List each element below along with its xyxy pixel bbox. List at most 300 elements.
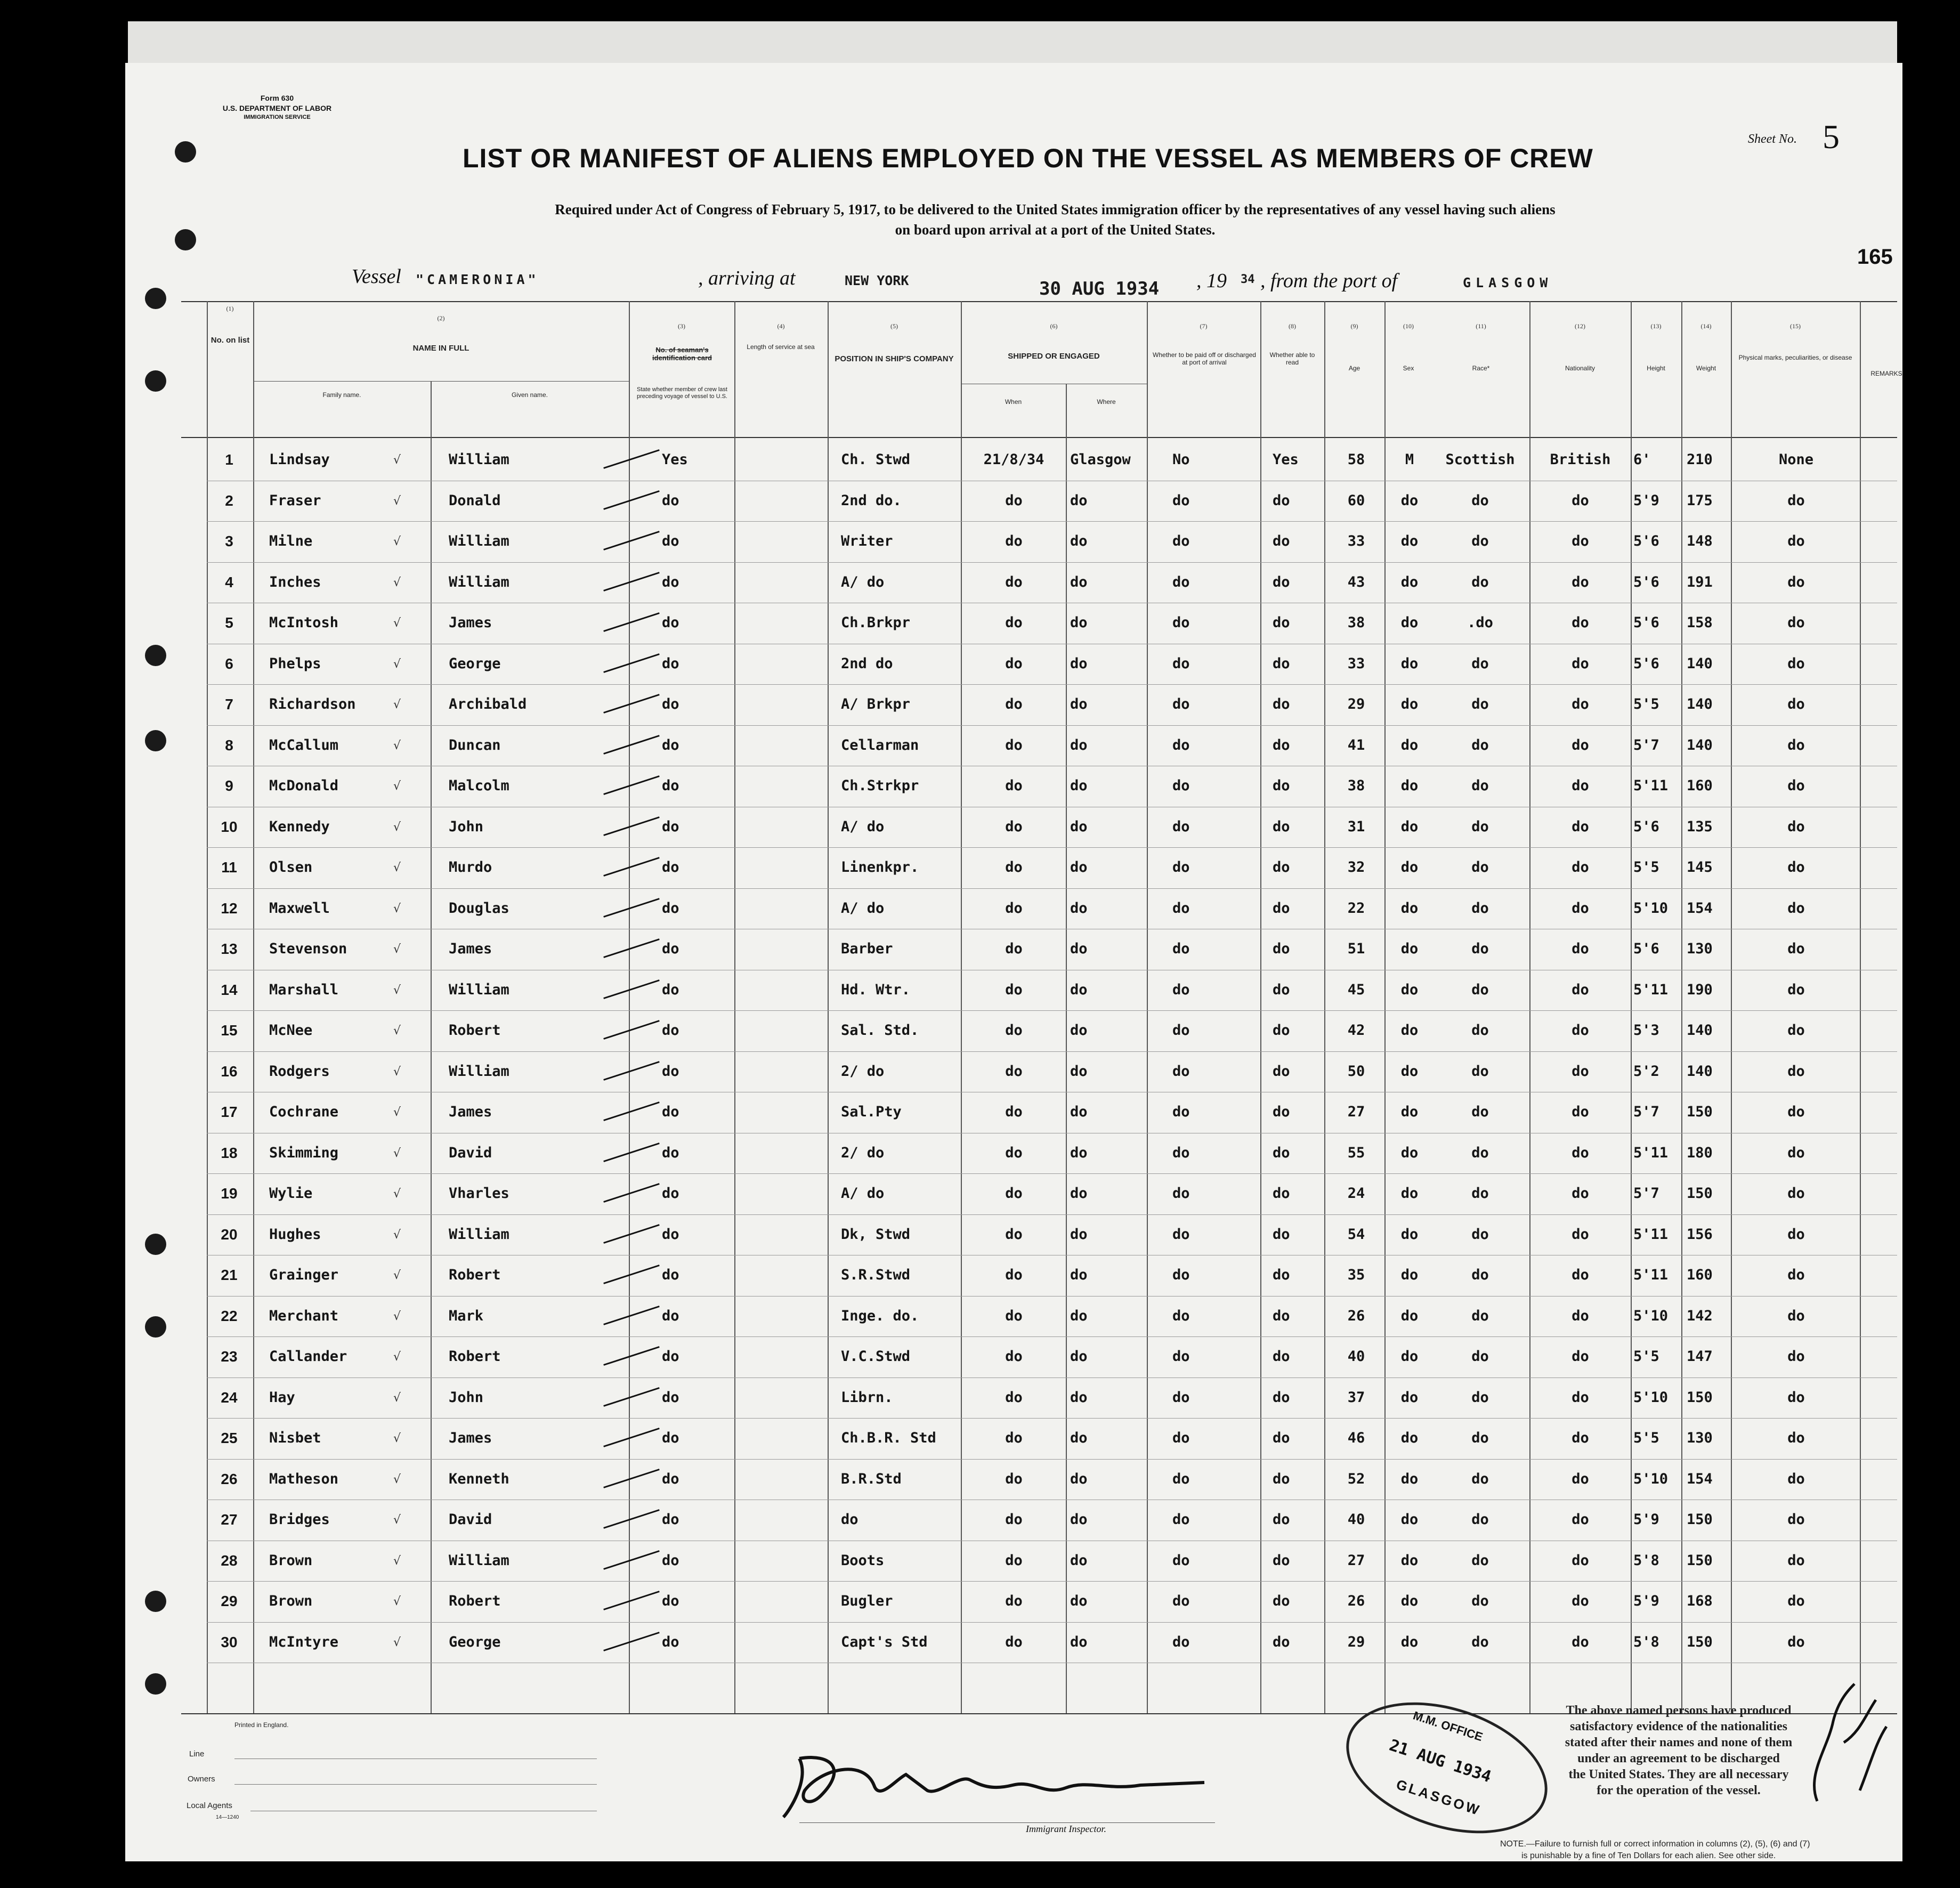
note-line: is punishable by a fine of Ten Dollars for each alien. See other side. <box>1521 1851 1776 1860</box>
check-mark-icon: √ <box>393 535 401 548</box>
cell-race: do <box>1471 1267 1489 1283</box>
cell-given: Robert <box>449 1593 501 1609</box>
cell-sex: do <box>1400 1104 1419 1120</box>
cell-paid: do <box>1172 533 1190 549</box>
col-header-no: No. on list <box>210 336 250 345</box>
cell-paid: do <box>1172 1104 1190 1120</box>
check-mark-icon: √ <box>393 1310 401 1323</box>
table-header-rule <box>181 437 1897 438</box>
col-num: (14) <box>1700 322 1712 330</box>
col-num: (3) <box>678 322 685 330</box>
cell-age: 24 <box>1347 1185 1365 1202</box>
cell-weight: 190 <box>1687 982 1713 998</box>
cell-position: 2/ do <box>841 1145 885 1161</box>
cell-nationality: do <box>1572 1634 1589 1650</box>
row-rule <box>207 1214 1897 1215</box>
cell-member: do <box>662 1511 679 1528</box>
owners-label: Owners <box>188 1774 215 1784</box>
col-num: (8) <box>1289 322 1296 330</box>
cell-position: A/ do <box>841 574 885 590</box>
cell-member: do <box>662 1593 679 1609</box>
cell-height: 5'11 <box>1633 1226 1669 1243</box>
row-rule <box>207 1010 1897 1011</box>
cell-paid: do <box>1172 1348 1190 1365</box>
col-rule <box>1066 384 1067 1713</box>
cell-member: do <box>662 1267 679 1283</box>
cell-position: 2/ do <box>841 1063 885 1080</box>
cell-position: Bugler <box>841 1593 893 1609</box>
col-num: (15) <box>1790 322 1801 330</box>
cell-no: 24 <box>221 1389 238 1406</box>
row-rule <box>207 1581 1897 1582</box>
arriving-label: , arriving at <box>698 267 796 289</box>
col-rule <box>1860 301 1861 1713</box>
row-rule <box>207 684 1897 685</box>
cell-paid: do <box>1172 1267 1190 1283</box>
cell-family: Matheson <box>269 1471 339 1487</box>
cell-marks: do <box>1787 1185 1805 1202</box>
cell-race: do <box>1471 1022 1489 1039</box>
cell-member: do <box>662 1430 679 1446</box>
cell-race: do <box>1471 1063 1489 1080</box>
cell-where: do <box>1070 1471 1088 1487</box>
cell-position: A/ do <box>841 900 885 917</box>
cell-when: do <box>1005 1471 1023 1487</box>
row-rule <box>207 1622 1897 1623</box>
cell-where: do <box>1070 777 1088 794</box>
cell-race: do <box>1471 1593 1489 1609</box>
cell-height: 5'5 <box>1633 1430 1659 1446</box>
cell-read: do <box>1273 1267 1290 1283</box>
cell-member: do <box>662 492 679 509</box>
col-num: (2) <box>437 314 445 322</box>
cell-marks: do <box>1787 492 1805 509</box>
cell-member: do <box>662 819 679 835</box>
cell-marks: do <box>1787 1226 1805 1243</box>
cell-no: 18 <box>221 1145 238 1161</box>
cell-no: 17 <box>221 1104 238 1120</box>
cell-weight: 150 <box>1687 1185 1713 1202</box>
check-mark-icon: √ <box>393 1513 401 1527</box>
cell-no: 3 <box>225 533 233 549</box>
cell-height: 5'5 <box>1633 1348 1659 1365</box>
cell-member: do <box>662 777 679 794</box>
col-rule <box>253 301 254 1713</box>
cell-given: John <box>449 819 484 835</box>
cell-no: 8 <box>225 737 233 753</box>
col-rule <box>1529 301 1530 1713</box>
cell-nationality: do <box>1572 492 1589 509</box>
col-rule <box>629 301 630 1713</box>
cell-age: 29 <box>1347 696 1365 712</box>
cell-paid: do <box>1172 492 1190 509</box>
cell-weight: 150 <box>1687 1634 1713 1650</box>
cell-no: 12 <box>221 900 238 917</box>
col-rule <box>1260 301 1261 1713</box>
cell-nationality: do <box>1572 614 1589 631</box>
cell-position: Ch.Strkpr <box>841 777 919 794</box>
cell-marks: do <box>1787 655 1805 672</box>
cell-where: do <box>1070 533 1088 549</box>
cell-when: do <box>1005 859 1023 876</box>
cell-family: Marshall <box>269 982 339 998</box>
cell-nationality: do <box>1572 777 1589 794</box>
cell-no: 15 <box>221 1022 238 1039</box>
punch-hole <box>145 288 166 309</box>
cell-height: 5'11 <box>1633 982 1669 998</box>
cell-sex: do <box>1400 1348 1419 1365</box>
cell-nationality: do <box>1572 1185 1589 1202</box>
form-code: 14—1240 <box>216 1814 239 1820</box>
check-mark-icon: √ <box>393 1432 401 1445</box>
cell-no: 10 <box>221 819 238 835</box>
cell-family: Cochrane <box>269 1104 339 1120</box>
cell-given: Robert <box>449 1267 501 1283</box>
cell-given: James <box>449 1430 492 1446</box>
cell-given: Kenneth <box>449 1471 509 1487</box>
cell-no: 2 <box>225 492 233 509</box>
cell-marks: do <box>1787 982 1805 998</box>
col-header-given: Given name. <box>511 391 548 399</box>
punch-hole <box>145 1673 166 1695</box>
cell-race: do <box>1471 1471 1489 1487</box>
cell-family: Maxwell <box>269 900 330 917</box>
cell-family: Olsen <box>269 859 313 876</box>
cell-nationality: do <box>1572 696 1589 712</box>
cell-member: do <box>662 1348 679 1365</box>
cell-no: 30 <box>221 1634 238 1650</box>
cell-member: Yes <box>662 451 688 468</box>
cell-family: Fraser <box>269 492 321 509</box>
cell-race: do <box>1471 533 1489 549</box>
cell-sex: do <box>1400 1267 1419 1283</box>
cell-family: Stevenson <box>269 941 347 957</box>
col-header-remarks: REMARKS <box>1870 370 1902 377</box>
cell-marks: do <box>1787 737 1805 753</box>
cell-nationality: do <box>1572 1430 1589 1446</box>
year-value: 34 <box>1241 273 1255 286</box>
master-signature <box>1796 1668 1892 1806</box>
cell-age: 27 <box>1347 1104 1365 1120</box>
cell-nationality: do <box>1572 1022 1589 1039</box>
cell-read: do <box>1273 1063 1290 1080</box>
cell-height: 5'6 <box>1633 574 1659 590</box>
cell-nationality: do <box>1572 1104 1589 1120</box>
cell-given: Douglas <box>449 900 509 917</box>
cell-height: 5'8 <box>1633 1552 1659 1569</box>
cell-position: Librn. <box>841 1389 893 1406</box>
check-mark-icon: √ <box>393 739 401 752</box>
cell-when: do <box>1005 737 1023 753</box>
cell-no: 9 <box>225 777 233 794</box>
cell-read: do <box>1273 982 1290 998</box>
cell-weight: 175 <box>1687 492 1713 509</box>
col-num: (1) <box>226 305 234 312</box>
arriving-port: NEW YORK <box>845 273 909 288</box>
cell-race: do <box>1471 1552 1489 1569</box>
cell-where: do <box>1070 1185 1088 1202</box>
cell-where: do <box>1070 1145 1088 1161</box>
cell-age: 35 <box>1347 1267 1365 1283</box>
cell-nationality: do <box>1572 655 1589 672</box>
cell-height: 5'10 <box>1633 1389 1669 1406</box>
col-header-paid-off: Whether to be paid off or discharged at port of arrival <box>1153 351 1256 366</box>
cell-member: do <box>662 1552 679 1569</box>
cell-where: do <box>1070 1348 1088 1365</box>
cell-no: 1 <box>225 451 233 468</box>
cell-where: do <box>1070 1022 1088 1039</box>
cell-where: do <box>1070 1063 1088 1080</box>
cell-member: do <box>662 900 679 917</box>
cell-weight: 160 <box>1687 1267 1713 1283</box>
cell-where: do <box>1070 982 1088 998</box>
cell-weight: 160 <box>1687 777 1713 794</box>
cell-weight: 130 <box>1687 1430 1713 1446</box>
cell-race: do <box>1471 737 1489 753</box>
cell-sex: do <box>1400 1308 1419 1324</box>
cell-when: do <box>1005 574 1023 590</box>
form-header <box>197 93 357 121</box>
cell-position: A/ do <box>841 819 885 835</box>
cell-sex: do <box>1400 1389 1419 1406</box>
cell-where: do <box>1070 1634 1088 1650</box>
cell-when: do <box>1005 1104 1023 1120</box>
cell-when: do <box>1005 1593 1023 1609</box>
col-num: (9) <box>1350 322 1358 330</box>
cell-given: Robert <box>449 1022 501 1039</box>
cell-weight: 154 <box>1687 900 1713 917</box>
cell-sex: do <box>1400 777 1419 794</box>
cell-position: Inge. do. <box>841 1308 919 1324</box>
cell-read: do <box>1273 1471 1290 1487</box>
cell-weight: 150 <box>1687 1552 1713 1569</box>
punch-hole <box>145 1316 166 1338</box>
cell-member: do <box>662 982 679 998</box>
cell-read: do <box>1273 1145 1290 1161</box>
cell-race: do <box>1471 1511 1489 1528</box>
page-subtitle <box>368 200 1743 240</box>
cell-nationality: do <box>1572 982 1589 998</box>
cell-nationality: do <box>1572 574 1589 590</box>
cell-family: Hay <box>269 1389 295 1406</box>
cell-sex: do <box>1400 1226 1419 1243</box>
cell-height: 5'6 <box>1633 655 1659 672</box>
cell-height: 5'6 <box>1633 941 1659 957</box>
cell-nationality: do <box>1572 1145 1589 1161</box>
cell-race: do <box>1471 655 1489 672</box>
form-number: Form 630 <box>260 94 294 102</box>
cell-read: do <box>1273 859 1290 876</box>
cell-race: do <box>1471 1634 1489 1650</box>
cell-age: 51 <box>1347 941 1365 957</box>
col-num: (13) <box>1650 322 1662 330</box>
cell-no: 11 <box>221 859 237 876</box>
cell-member: do <box>662 941 679 957</box>
cell-height: 5'8 <box>1633 1634 1659 1650</box>
cell-given: Malcolm <box>449 777 509 794</box>
check-mark-icon: √ <box>393 1636 401 1649</box>
cell-age: 52 <box>1347 1471 1365 1487</box>
cell-age: 26 <box>1347 1593 1365 1609</box>
cell-read: do <box>1273 777 1290 794</box>
col-header-read: Whether able to read <box>1269 351 1315 366</box>
statement-line: the United States. They are all necessary <box>1568 1768 1789 1781</box>
cell-read: do <box>1273 1634 1290 1650</box>
check-mark-icon: √ <box>393 495 401 508</box>
cell-age: 33 <box>1347 533 1365 549</box>
cell-height: 5'7 <box>1633 1104 1659 1120</box>
cell-when: do <box>1005 1267 1023 1283</box>
cell-where: do <box>1070 614 1088 631</box>
cell-when: do <box>1005 1634 1023 1650</box>
cell-position: A/ Brkpr <box>841 696 911 712</box>
cell-position: Ch.B.R. Std <box>841 1430 936 1446</box>
cell-where: do <box>1070 696 1088 712</box>
cell-member: do <box>662 737 679 753</box>
cell-age: 41 <box>1347 737 1365 753</box>
col-header-when: When <box>1005 398 1022 406</box>
sheet-label: Sheet No. <box>1748 132 1797 146</box>
cell-nationality: do <box>1572 1267 1589 1283</box>
cell-given: Donald <box>449 492 501 509</box>
cell-paid: do <box>1172 1389 1190 1406</box>
cell-paid: do <box>1172 696 1190 712</box>
cell-position: Barber <box>841 941 893 957</box>
from-label: , from the port of <box>1260 270 1398 292</box>
cell-weight: 150 <box>1687 1104 1713 1120</box>
cell-height: 5'9 <box>1633 492 1659 509</box>
cell-sex: do <box>1400 1145 1419 1161</box>
cell-position: Linenkpr. <box>841 859 919 876</box>
cell-weight: 148 <box>1687 533 1713 549</box>
cell-where: do <box>1070 900 1088 917</box>
col-header-physical-marks: Physical marks, peculiarities, or disease <box>1738 354 1852 361</box>
cell-family: Rodgers <box>269 1063 330 1080</box>
cell-height: 5'9 <box>1633 1593 1659 1609</box>
check-mark-icon: √ <box>393 1106 401 1119</box>
cell-race: do <box>1471 900 1489 917</box>
cell-marks: do <box>1787 1430 1805 1446</box>
cell-age: 40 <box>1347 1348 1365 1365</box>
cell-member: do <box>662 1022 679 1039</box>
cell-weight: 156 <box>1687 1226 1713 1243</box>
cell-sex: do <box>1400 655 1419 672</box>
cell-age: 37 <box>1347 1389 1365 1406</box>
cell-where: do <box>1070 1511 1088 1528</box>
cell-position: A/ do <box>841 1185 885 1202</box>
cell-when: do <box>1005 1185 1023 1202</box>
cell-given: William <box>449 1552 509 1569</box>
cell-when: do <box>1005 1226 1023 1243</box>
cell-sex: M <box>1405 451 1414 468</box>
cell-position: Dk, Stwd <box>841 1226 911 1243</box>
cell-height: 5'7 <box>1633 737 1659 753</box>
cell-family: Merchant <box>269 1308 339 1324</box>
cell-paid: do <box>1172 900 1190 917</box>
check-mark-icon: √ <box>393 1065 401 1079</box>
cell-where: do <box>1070 1308 1088 1324</box>
cell-paid: do <box>1172 1145 1190 1161</box>
cell-sex: do <box>1400 859 1419 876</box>
cell-height: 5'6 <box>1633 533 1659 549</box>
cell-member: do <box>662 1145 679 1161</box>
cell-sex: do <box>1400 1185 1419 1202</box>
footer-note <box>1500 1838 1852 1861</box>
cell-read: do <box>1273 941 1290 957</box>
cell-paid: do <box>1172 819 1190 835</box>
cell-age: 43 <box>1347 574 1365 590</box>
cell-race: do <box>1471 819 1489 835</box>
check-mark-icon: √ <box>393 821 401 834</box>
name-subheader-rule <box>253 381 629 382</box>
page-edge <box>128 21 1897 64</box>
cell-when: 21/8/34 <box>983 451 1044 468</box>
cell-no: 13 <box>221 941 238 957</box>
cell-member: do <box>662 614 679 631</box>
vessel-name: "CAMERONIA" <box>416 272 539 287</box>
cell-weight: 154 <box>1687 1471 1713 1487</box>
cell-height: 5'11 <box>1633 777 1669 794</box>
cell-paid: do <box>1172 1063 1190 1080</box>
cell-family: Richardson <box>269 696 356 712</box>
cell-when: do <box>1005 982 1023 998</box>
cell-no: 28 <box>221 1552 238 1569</box>
col-num: (11) <box>1476 322 1486 330</box>
cell-paid: do <box>1172 1593 1190 1609</box>
cell-read: do <box>1273 1104 1290 1120</box>
col-rule <box>1681 301 1682 1713</box>
cell-family: Skimming <box>269 1145 339 1161</box>
cell-paid: do <box>1172 574 1190 590</box>
cell-where: do <box>1070 1226 1088 1243</box>
col-header-id-card: No. of seaman's identification card <box>652 346 712 362</box>
cell-member: do <box>662 1634 679 1650</box>
cell-no: 6 <box>225 655 233 672</box>
cell-read: do <box>1273 1389 1290 1406</box>
cell-weight: 147 <box>1687 1348 1713 1365</box>
cell-given: James <box>449 1104 492 1120</box>
col-header-shipped: SHIPPED OR ENGAGED <box>1008 352 1100 361</box>
cell-when: do <box>1005 492 1023 509</box>
cell-weight: 140 <box>1687 737 1713 753</box>
owners-rule <box>234 1784 597 1785</box>
cell-nationality: do <box>1572 1511 1589 1528</box>
cell-weight: 150 <box>1687 1511 1713 1528</box>
col-rule <box>1384 301 1386 1713</box>
cell-when: do <box>1005 1430 1023 1446</box>
cell-paid: do <box>1172 1511 1190 1528</box>
check-mark-icon: √ <box>393 861 401 874</box>
cell-given: David <box>449 1511 492 1528</box>
cell-read: do <box>1273 614 1290 631</box>
cell-paid: do <box>1172 1185 1190 1202</box>
cell-given: John <box>449 1389 484 1406</box>
cell-height: 5'10 <box>1633 900 1669 917</box>
cell-marks: do <box>1787 533 1805 549</box>
cell-marks: do <box>1787 1104 1805 1120</box>
cell-no: 7 <box>225 696 233 712</box>
cell-family: Lindsay <box>269 451 330 468</box>
cell-position: 2nd do <box>841 655 893 672</box>
cell-marks: do <box>1787 819 1805 835</box>
cell-member: do <box>662 1226 679 1243</box>
statement-line: stated after their names and none of them <box>1565 1736 1793 1749</box>
cell-height: 5'6 <box>1633 614 1659 631</box>
cell-when: do <box>1005 1511 1023 1528</box>
cell-position: Cellarman <box>841 737 919 753</box>
col-header-sex: Sex <box>1403 364 1414 372</box>
cell-no: 27 <box>221 1511 238 1528</box>
